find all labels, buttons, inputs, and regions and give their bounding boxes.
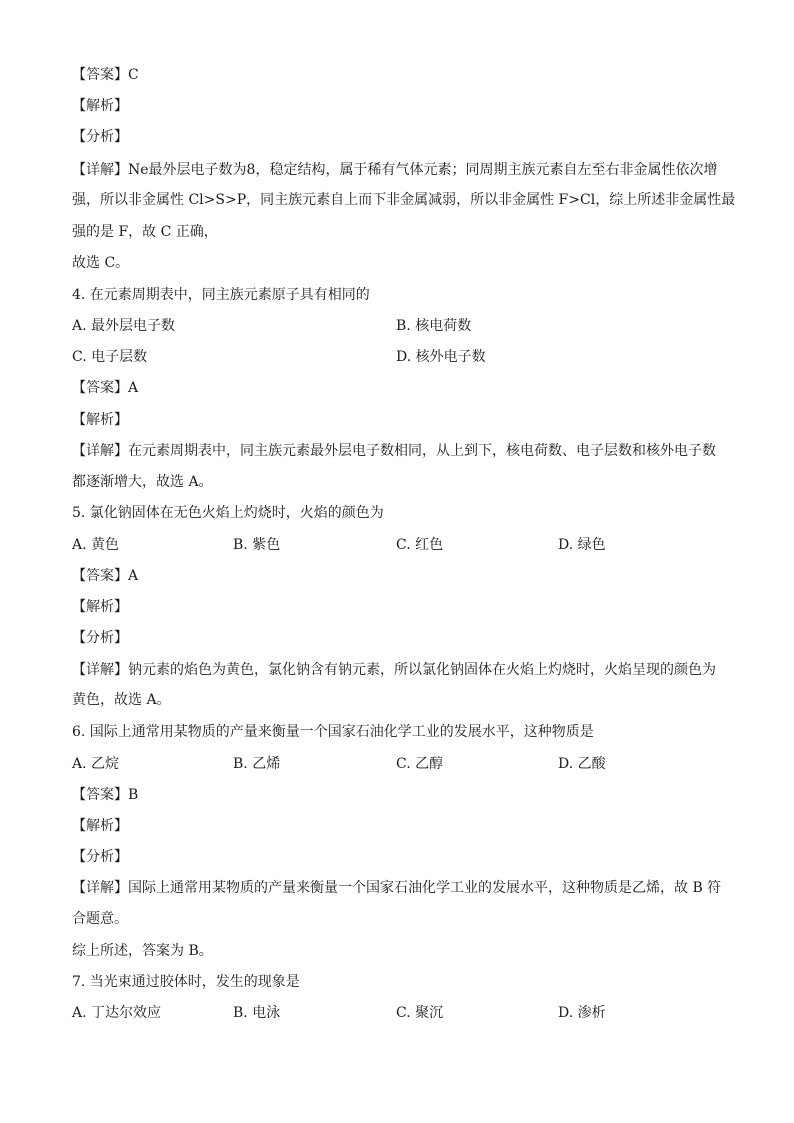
q6-option-b: B. 乙烯 <box>233 756 281 772</box>
q4-detail-line-1: 【详解】在元素周期表中，同主族元素最外层电子数相同，从上到下，核电荷数、电子层数和核外电子数 <box>72 443 716 459</box>
q5-option-a: A. 黄色 <box>72 537 120 553</box>
q3-analysis-label: 【解析】 <box>72 98 128 114</box>
q5-analysis-label: 【解析】 <box>72 599 128 615</box>
q3-analysis2-label: 【分析】 <box>72 129 128 145</box>
q5-detail-line-2: 黄色，故选 A。 <box>72 692 171 708</box>
q5-option-b: B. 紫色 <box>233 537 281 553</box>
q7-option-b: B. 电泳 <box>233 1005 281 1021</box>
q4-option-d: D. 核外电子数 <box>396 349 486 365</box>
q4-stem: 4. 在元素周期表中，同主族元素原子具有相同的 <box>72 287 370 303</box>
q5-detail-line-1: 【详解】钠元素的焰色为黄色，氯化钠含有钠元素，所以氯化钠固体在火焰上灼烧时，火焰呈现的颜色为 <box>72 662 716 678</box>
q4-answer: 【答案】A <box>72 380 139 396</box>
q6-analysis-label: 【解析】 <box>72 818 128 834</box>
q4-analysis-label: 【解析】 <box>72 412 128 428</box>
q7-stem: 7. 当光束通过胶体时，发生的现象是 <box>72 974 300 990</box>
q3-detail-line-2: 强，所以非金属性 Cl>S>P，同主族元素自上而下非金属减弱，所以非金属性 F>Cl，综上所述非金属性最 <box>72 192 736 208</box>
q5-answer: 【答案】A <box>72 568 139 584</box>
q7-option-a: A. 丁达尔效应 <box>72 1005 162 1021</box>
q5-stem: 5. 氯化钠固体在无色火焰上灼烧时，火焰的颜色为 <box>72 505 384 521</box>
q3-answer: 【答案】C <box>72 67 139 83</box>
q7-option-d: D. 渗析 <box>558 1005 606 1021</box>
q5-option-c: C. 红色 <box>396 537 444 553</box>
q3-detail-line-1: 【详解】Ne最外层电子数为8，稳定结构，属于稀有气体元素；同周期主族元素自左至右非金属性依次增 <box>72 162 718 178</box>
q5-option-d: D. 绿色 <box>558 537 606 553</box>
q6-option-d: D. 乙酸 <box>558 756 606 772</box>
q6-analysis2-label: 【分析】 <box>72 849 128 865</box>
q6-answer: 【答案】B <box>72 787 139 803</box>
q6-detail-line-1: 【详解】国际上通常用某物质的产量来衡量一个国家石油化学工业的发展水平，这种物质是乙烯，故 B 符 <box>72 880 722 896</box>
q7-option-c: C. 聚沉 <box>396 1005 444 1021</box>
q4-option-a: A. 最外层电子数 <box>72 318 176 334</box>
q3-detail-line-3: 强的是 F，故 C 正确， <box>72 224 218 240</box>
q6-option-a: A. 乙烷 <box>72 756 120 772</box>
q6-stem: 6. 国际上通常用某物质的产量来衡量一个国家石油化学工业的发展水平，这种物质是 <box>72 724 594 740</box>
q6-conclusion: 综上所述，答案为 B。 <box>72 943 213 959</box>
q3-conclusion: 故选 C。 <box>72 255 130 271</box>
q5-analysis2-label: 【分析】 <box>72 630 128 646</box>
q4-option-c: C. 电子层数 <box>72 349 148 365</box>
q4-detail-line-2: 都逐渐增大，故选 A。 <box>72 474 213 490</box>
q6-detail-line-2: 合题意。 <box>72 911 128 927</box>
q4-option-b: B. 核电荷数 <box>396 318 472 334</box>
q6-option-c: C. 乙醇 <box>396 756 444 772</box>
